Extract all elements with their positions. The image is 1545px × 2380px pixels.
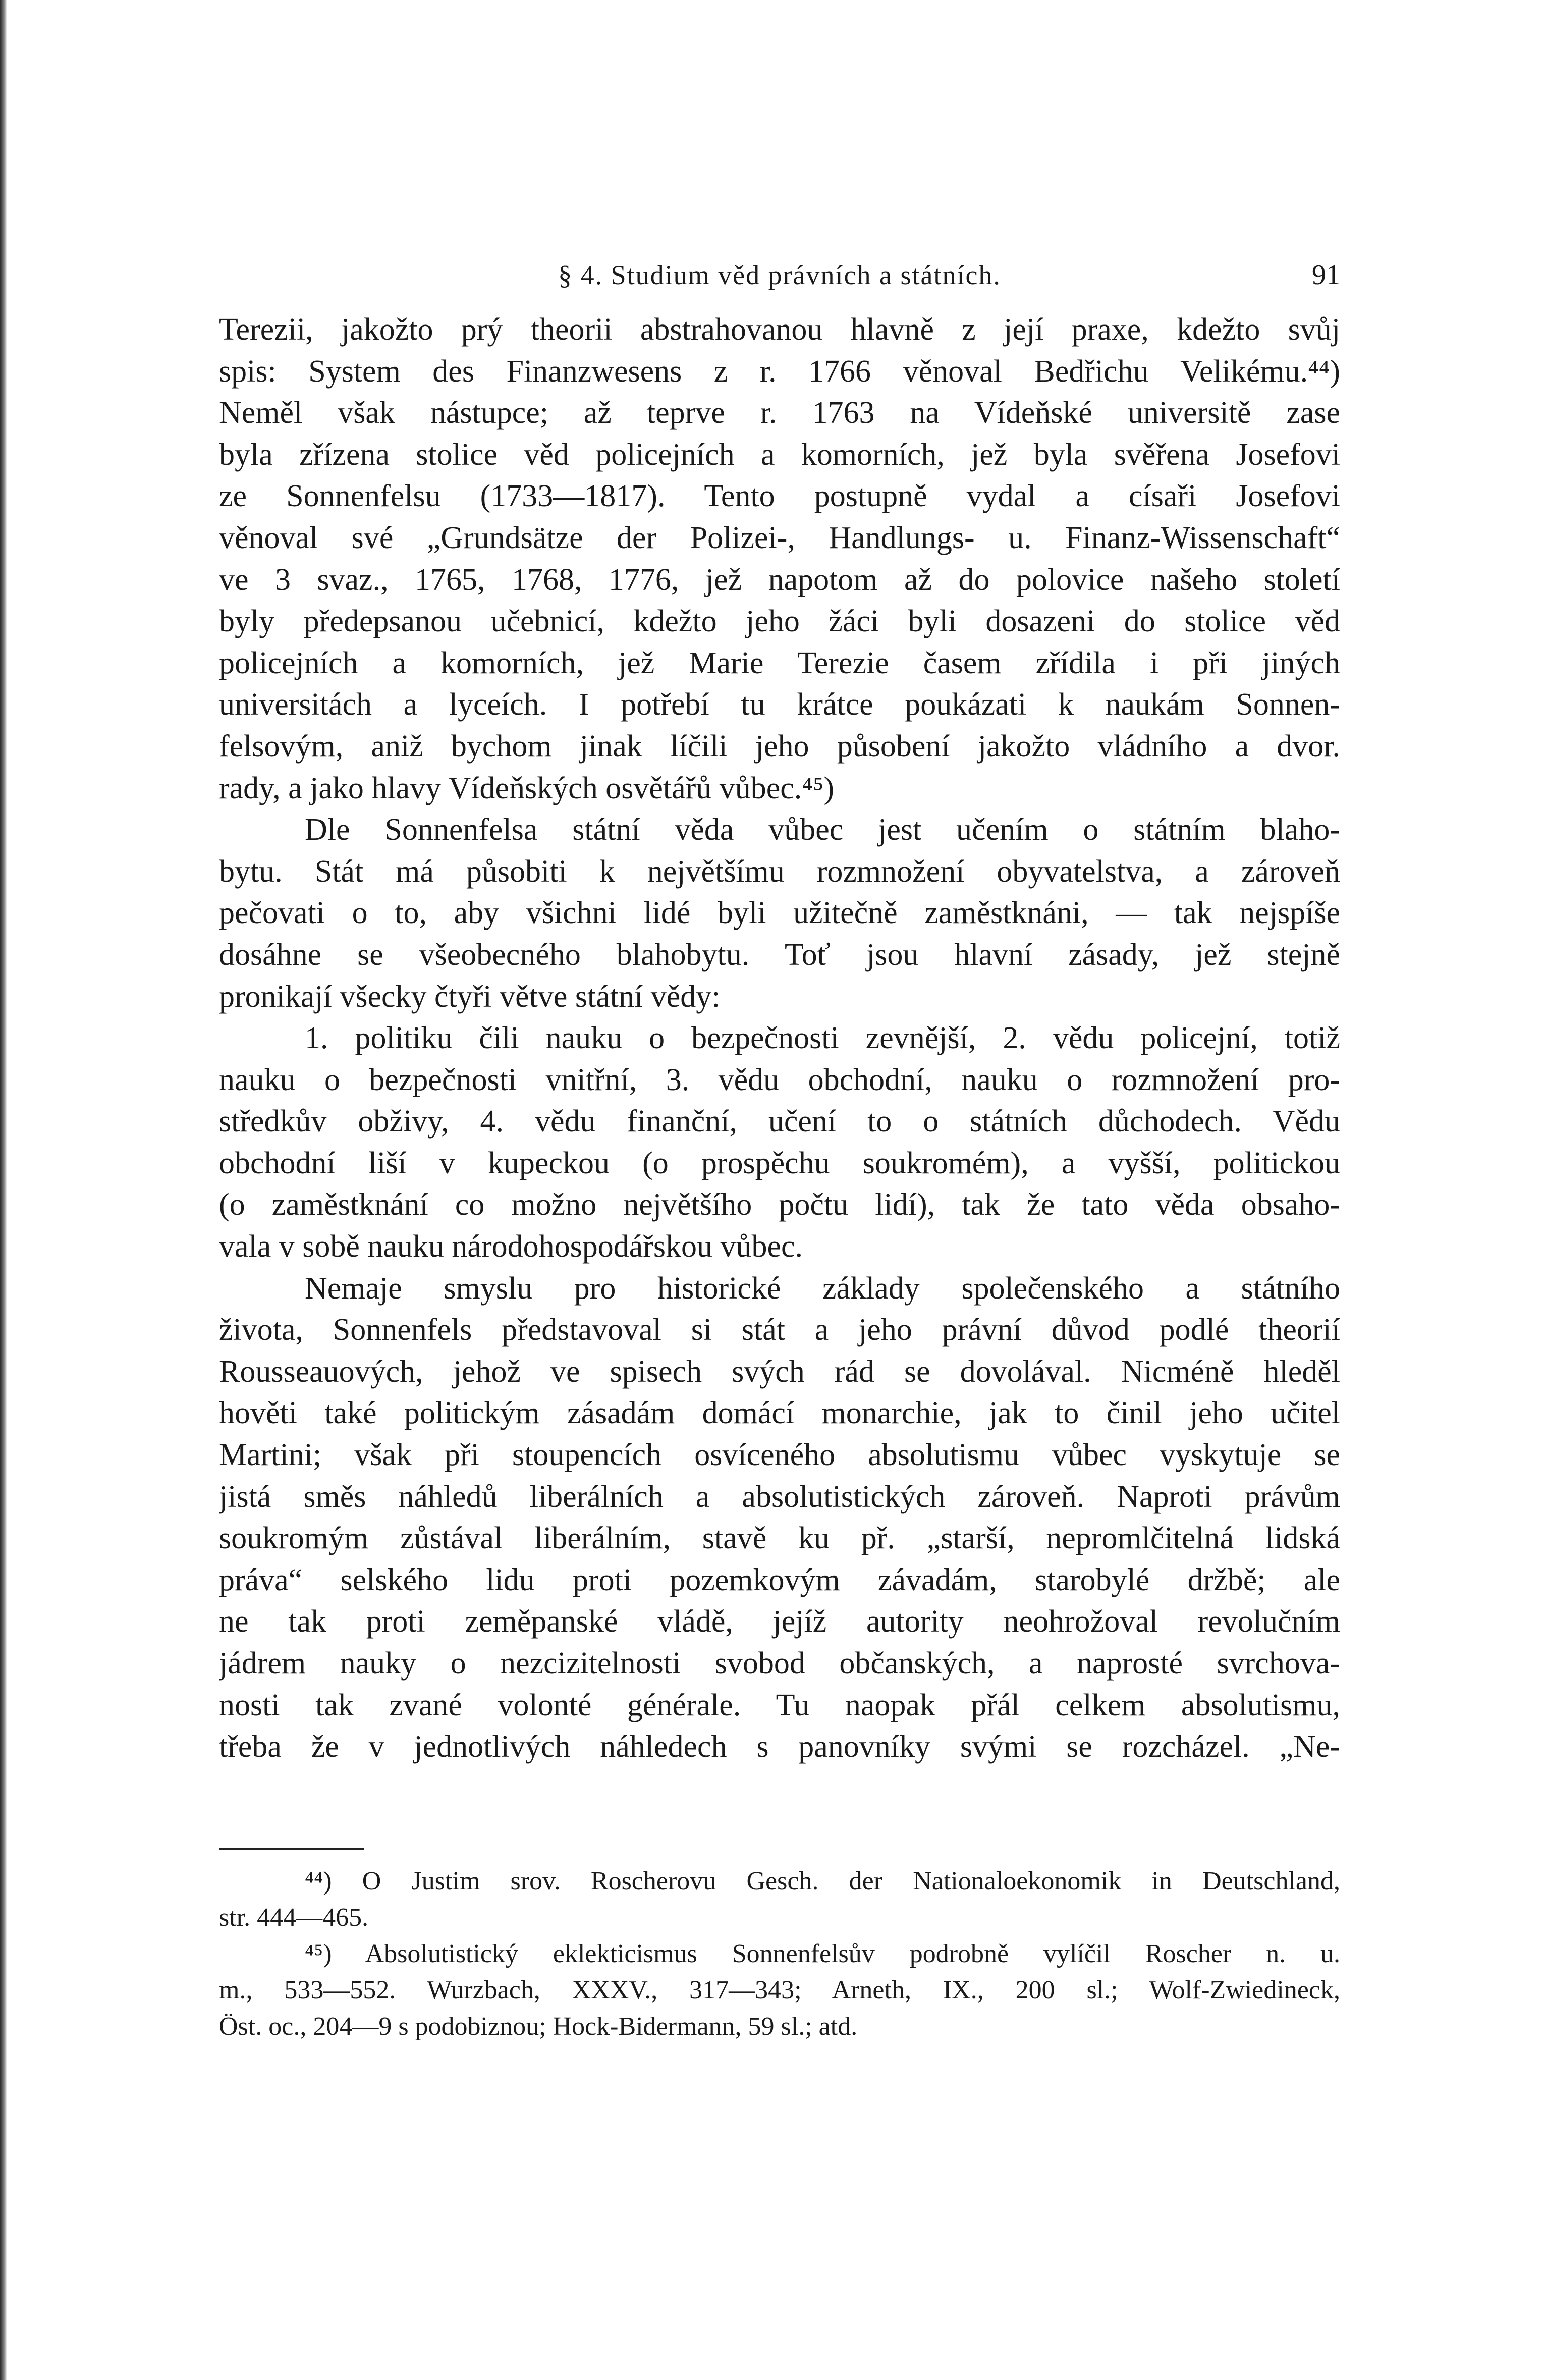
text-line: Dle Sonnenfelsa státní věda vůbec jest učením o státním blaho- [305, 813, 1340, 847]
text-line: nauku o bezpečnosti vnitřní, 3. vědu obchodní, nauku o rozmnožení pro- [219, 1062, 1340, 1097]
paragraph [219, 1017, 1340, 1268]
text-line: jistá směs náhledů liberálních a absolutistických zároveň. Naproti právům [219, 1479, 1340, 1514]
text-line: vala v sobě nauku národohospodářskou vůbec. [219, 1229, 803, 1264]
text-line: rady, a jako hlavy Vídeňských osvětářů vůbec.⁴⁵) [219, 771, 835, 805]
footnote-45 [219, 1936, 1340, 2045]
text-line: obchodní liší v kupeckou (o prospěchu soukromém), a vyšší, politickou [219, 1146, 1340, 1180]
footnotes [219, 1863, 1340, 2045]
paragraph [219, 1268, 1340, 1768]
text-line: středkův obživy, 4. vědu finanční, učení to o státních důchodech. Vědu [219, 1104, 1340, 1139]
text-line: soukromým zůstával liberálním, stavě ku př. „starší, nepromlčitelná lidská [219, 1521, 1340, 1556]
text-line: Terezii, jakožto prý theorii abstrahovanou hlavně z její praxe, kdežto svůj [219, 312, 1340, 347]
text-line: byly předepsanou učebnicí, kdežto jeho žáci byli dosazeni do stolice věd [219, 604, 1340, 639]
text-line: třeba že v jednotlivých náhledech s panovníky svými se rozcházel. „Ne- [219, 1729, 1340, 1764]
footnote-44 [219, 1863, 1340, 1936]
text-line: pečovati o to, aby všichni lidé byli užitečně zaměstknáni, — tak nejspíše [219, 896, 1340, 931]
text-line: felsovým, aniž bychom jinak líčili jeho působení jakožto vládního a dvor. [219, 729, 1340, 764]
text-line: ve 3 svaz., 1765, 1768, 1776, jež napotom až do polovice našeho století [219, 562, 1340, 597]
text-line: jádrem nauky o nezcizitelnosti svobod občanských, a naprosté svrchova- [219, 1646, 1340, 1681]
page-header [219, 252, 1340, 298]
text-line: hověti také politickým zásadám domácí monarchie, jak to činil jeho učitel [219, 1396, 1340, 1431]
text-line: pronikají všecky čtyři větve státní vědy: [219, 979, 721, 1014]
footnote-line: str. 444—465. [219, 1903, 369, 1932]
text-line: spis: System des Finanzwesens z r. 1766 věnoval Bedřichu Velikému.⁴⁴) [219, 354, 1340, 389]
paragraph [219, 809, 1340, 1017]
text-line: (o zaměstknání co možno největšího počtu lidí), tak že tato věda obsaho- [219, 1187, 1340, 1222]
text-line: byla zřízena stolice věd policejních a komorních, jež byla svěřena Josefovi [219, 437, 1340, 472]
text-line: Rousseauových, jehož ve spisech svých rád se dovolával. Nicméně hleděl [219, 1354, 1340, 1389]
text-line: dosáhne se všeobecného blahobytu. Toť jsou hlavní zásady, jež stejně [219, 937, 1340, 972]
footnote-line: ⁴⁵) Absolutistický eklekticismus Sonnenfelsův podrobně vylíčil Roscher n. u. [305, 1939, 1340, 1968]
footnote-line: m., 533—552. Wurzbach, XXXV., 317—343; Arneth, IX., 200 sl.; Wolf-Zwiedineck, [219, 1976, 1340, 2005]
text-line: bytu. Stát má působiti k největšímu rozmnožení obyvatelstva, a zároveň [219, 854, 1340, 889]
text-line: 1. politiku čili nauku o bezpečnosti zevnější, 2. vědu policejní, totiž [305, 1021, 1340, 1056]
text-line: universitách a lyceích. I potřebí tu krátce poukázati k naukám Sonnen- [219, 687, 1340, 722]
text-line: ze Sonnenfelsu (1733—1817). Tento postupně vydal a císaři Josefovi [219, 479, 1340, 514]
text-line: života, Sonnenfels představoval si stát a jeho právní důvod podlé theorií [219, 1313, 1340, 1347]
text-line: Nemaje smyslu pro historické základy společenského a státního [305, 1271, 1340, 1306]
text-line: policejních a komorních, jež Marie Terezie časem zřídila i při jiných [219, 645, 1340, 680]
text-line: práva“ selského lidu proti pozemkovým závadám, starobylé držbě; ale [219, 1562, 1340, 1597]
running-title: § 4. Studium věd právních a státních. [558, 260, 1001, 290]
text-line: věnoval své „Grundsätze der Polizei-, Handlungs- u. Finanz-Wissenschaft“ [219, 520, 1340, 555]
footnote-divider [219, 1848, 364, 1850]
footnote-line: ⁴⁴) O Justim srov. Roscherovu Gesch. der Nationaloekonomik in Deutschland, [305, 1867, 1340, 1896]
text-line: ne tak proti zeměpanské vládě, jejíž autority neohrožoval revolučním [219, 1604, 1340, 1639]
text-line: nosti tak zvané volonté générale. Tu naopak přál celkem absolutismu, [219, 1688, 1340, 1722]
footnote-line: Öst. oc., 204—9 s podobiznou; Hock-Bidermann, 59 sl.; atd. [219, 2012, 858, 2041]
text-line: Neměl však nástupce; až teprve r. 1763 na Vídeňské universitě zase [219, 396, 1340, 430]
scan-binding-edge [0, 0, 7, 2380]
text-line: Martini; však při stoupencích osvíceného absolutismu vůbec vyskytuje se [219, 1438, 1340, 1473]
body-text [219, 309, 1340, 1768]
page-number: 91 [1312, 259, 1340, 291]
paragraph [219, 309, 1340, 809]
